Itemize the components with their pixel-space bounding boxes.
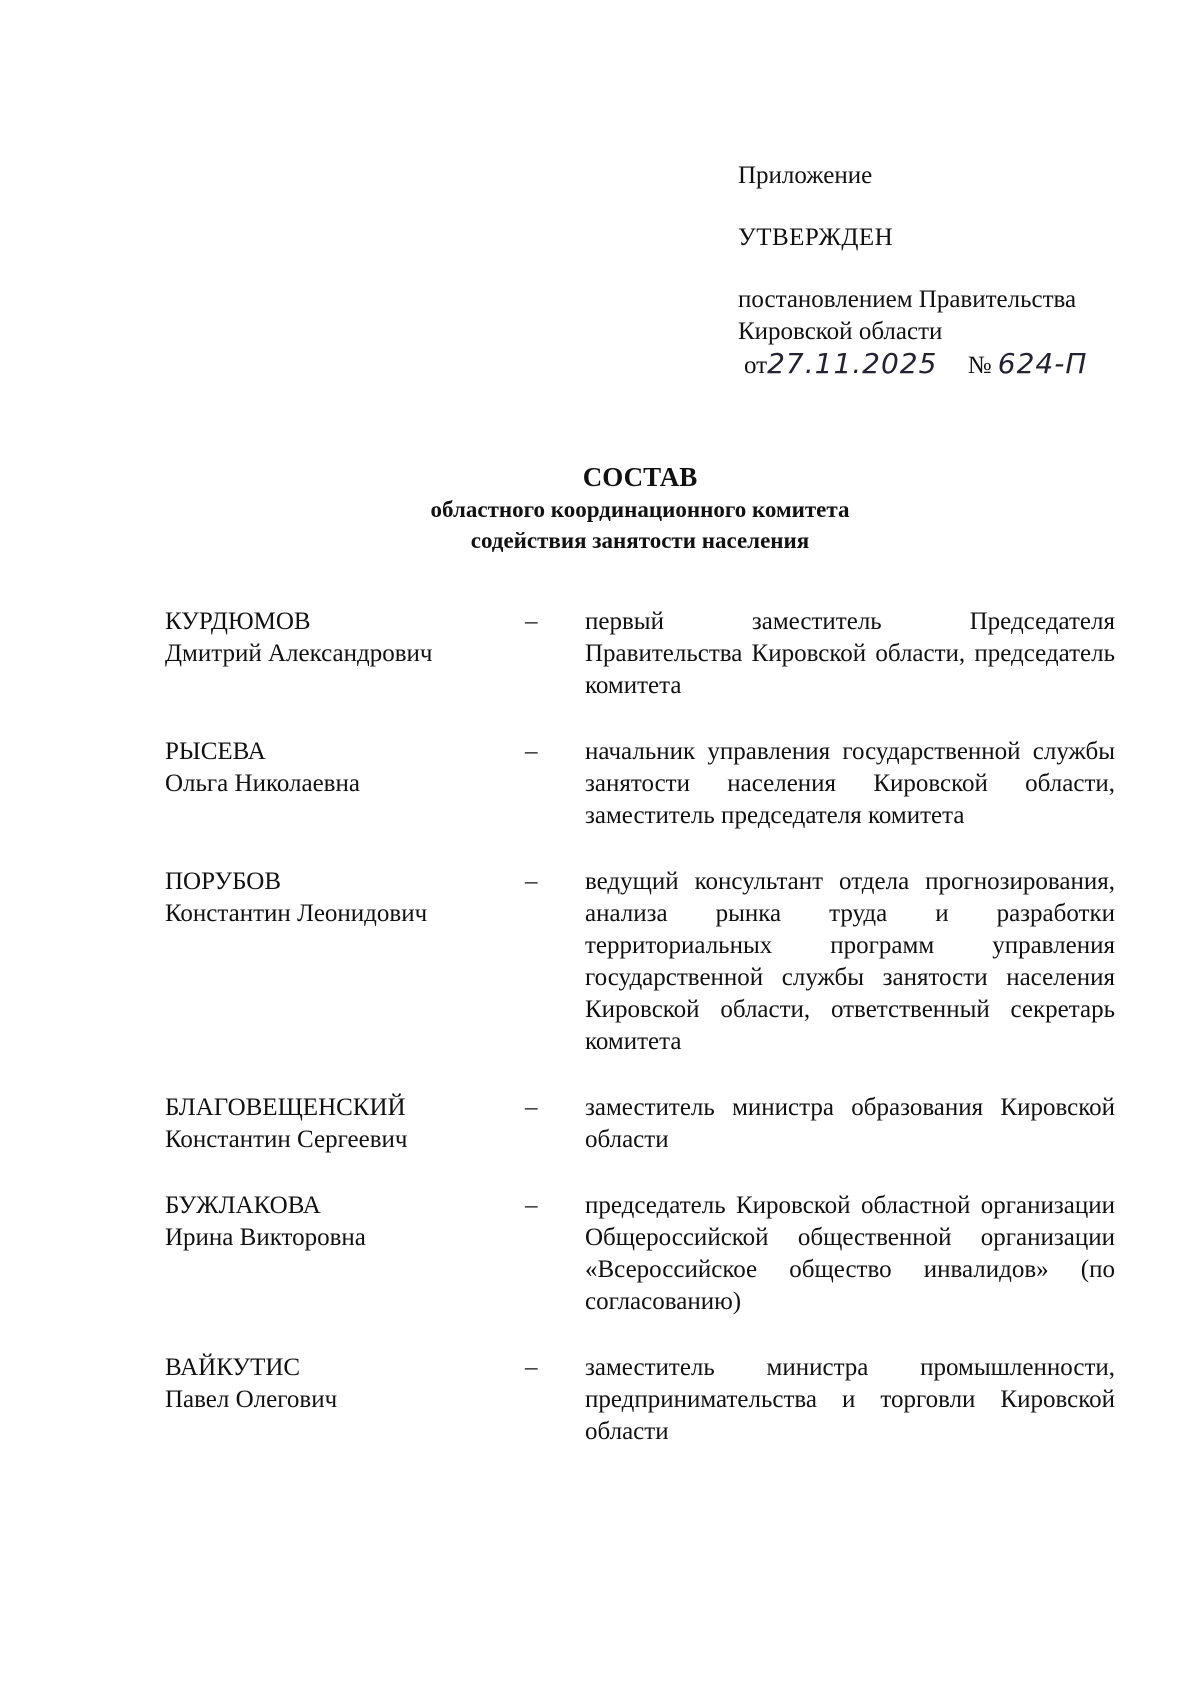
decree-line-1: постановлением Правительства: [738, 286, 1077, 313]
date-prefix: от: [744, 352, 768, 379]
member-name: [165, 866, 525, 1058]
decree-line-2: Кировской области: [738, 318, 943, 345]
member-row: [165, 1190, 1115, 1318]
member-surname: ВАЙКУТИС: [165, 1354, 301, 1381]
member-name: [165, 1352, 525, 1448]
member-row: [165, 1092, 1115, 1156]
handwritten-date: 27.11.2025: [767, 347, 938, 380]
member-row: [165, 736, 1115, 832]
member-surname: РЫСЕВА: [165, 738, 266, 765]
document-subtitle-line-1: областного координационного комитета: [430, 497, 850, 522]
member-position: начальник управления государственной службы занятости населения Кировской области, заместитель председателя комитета: [585, 738, 1115, 829]
member-dash: –: [525, 738, 538, 765]
appendix-label: Приложение: [738, 162, 873, 189]
member-row: [165, 1352, 1115, 1448]
member-name: [165, 1190, 525, 1318]
member-row: [165, 606, 1115, 702]
member-name: [165, 736, 525, 832]
member-position: первый заместитель Председателя Правительства Кировской области, председатель комитета: [585, 608, 1115, 699]
member-dash: –: [525, 1094, 538, 1121]
member-dash: –: [525, 1354, 538, 1381]
number-prefix: №: [967, 352, 992, 379]
member-name: [165, 606, 525, 702]
member-given-names: Павел Олегович: [165, 1386, 338, 1413]
date-number-line: [744, 348, 1158, 382]
member-surname: БУЖЛАКОВА: [165, 1192, 321, 1219]
member-row: [165, 866, 1115, 1058]
member-given-names: Дмитрий Александрович: [165, 640, 433, 667]
member-position: заместитель министра промышленности, предпринимательства и торговли Кировской области: [585, 1354, 1115, 1445]
member-given-names: Константин Леонидович: [165, 900, 428, 927]
member-name: [165, 1092, 525, 1156]
approved-stamp-text: УТВЕРЖДЕН: [738, 224, 894, 251]
member-dash: –: [525, 868, 538, 895]
member-given-names: Ирина Викторовна: [165, 1224, 366, 1251]
member-dash: –: [525, 608, 538, 635]
document-title-block: [0, 460, 1200, 556]
handwritten-number: 624-П: [997, 347, 1088, 380]
member-surname: КУРДЮМОВ: [165, 608, 311, 635]
member-position: ведущий консультант отдела прогнозирования, анализа рынка труда и разработки территориальных программ управления государственной службы занятости населения Кировской области, ответственный секретарь комитета: [585, 868, 1115, 1055]
member-surname: БЛАГОВЕЩЕНСКИЙ: [165, 1094, 406, 1121]
approval-block: [738, 160, 1158, 382]
member-surname: ПОРУБОВ: [165, 868, 282, 895]
member-given-names: Константин Сергеевич: [165, 1126, 408, 1153]
member-position: заместитель министра образования Кировской области: [585, 1094, 1115, 1153]
member-dash: –: [525, 1192, 538, 1219]
member-given-names: Ольга Николаевна: [165, 770, 360, 797]
document-subtitle-line-2: содействия занятости населения: [470, 528, 810, 553]
member-position: председатель Кировской областной организации Общероссийской общественной организации «Всероссийское общество инвалидов» (по согласованию): [585, 1192, 1115, 1315]
members-list: [165, 606, 1115, 1482]
document-title: СОСТАВ: [582, 462, 698, 492]
